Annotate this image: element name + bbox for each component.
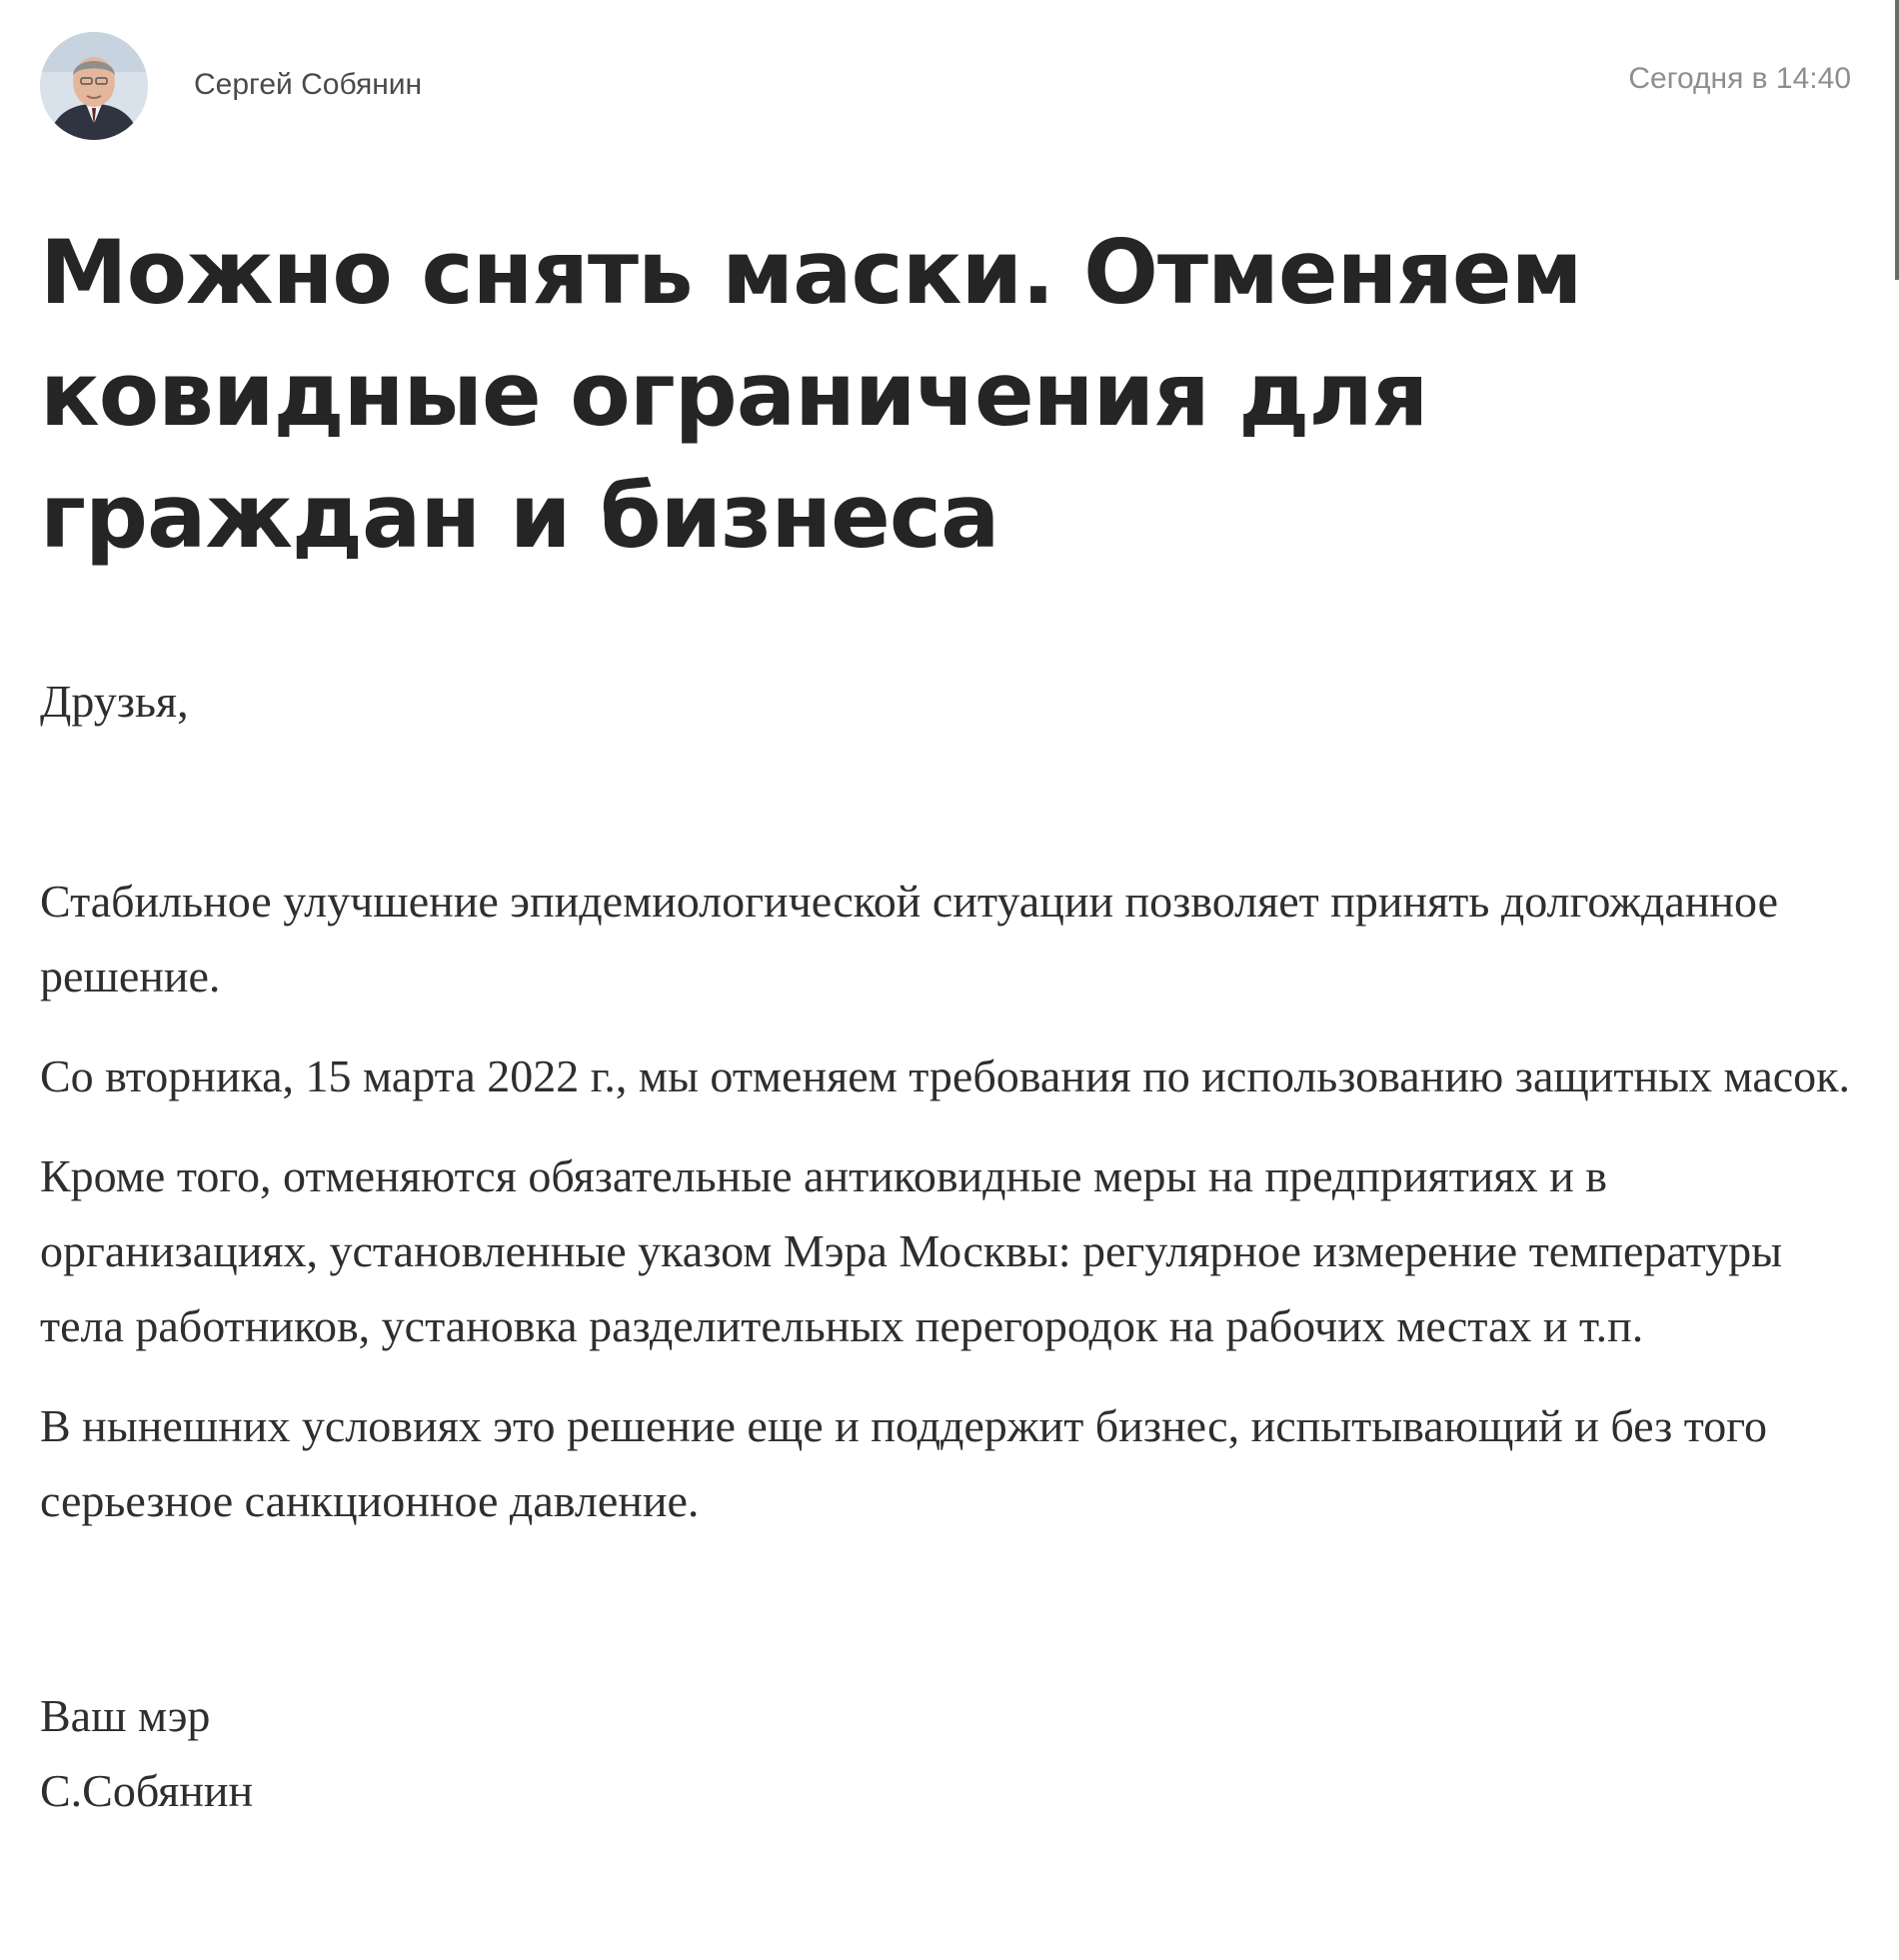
- post-paragraph: Стабильное улучшение эпидемиологической ситуации позволяет принять долгожданное решение.: [40, 876, 1779, 1001]
- author-avatar[interactable]: [40, 32, 148, 140]
- post-timestamp: Сегодня в 14:40: [1628, 62, 1851, 95]
- post-title: Можно снять маски. Отменяем ковидные ограничения для граждан и бизнеса: [40, 221, 1582, 568]
- avatar-photo-icon: [40, 32, 148, 140]
- post-paragraph: В нынешних условиях это решение еще и поддержит бизнес, испытывающий и без того серьезное санкционное давление.: [40, 1400, 1767, 1526]
- author-name[interactable]: Сергей Собянин: [194, 68, 423, 101]
- post-body: [40, 664, 1859, 1828]
- post-paragraph: Со вторника, 15 марта 2022 г., мы отменяем требования по использованию защитных масок.: [40, 1050, 1851, 1101]
- signature-name: С.Собянин: [40, 1765, 254, 1816]
- scrollbar[interactable]: [1895, 0, 1899, 280]
- signature-line: Ваш мэр: [40, 1690, 211, 1741]
- post-header: [40, 32, 1851, 140]
- post-greeting: Друзья,: [40, 676, 189, 727]
- post-paragraph: Кроме того, отменяются обязательные антиковидные меры на предприятиях и в организациях, установленные указом Мэра Москвы: регулярное измерение температуры тела работников, установка разделительных перегородок на рабочих местах и т.п.: [40, 1150, 1782, 1351]
